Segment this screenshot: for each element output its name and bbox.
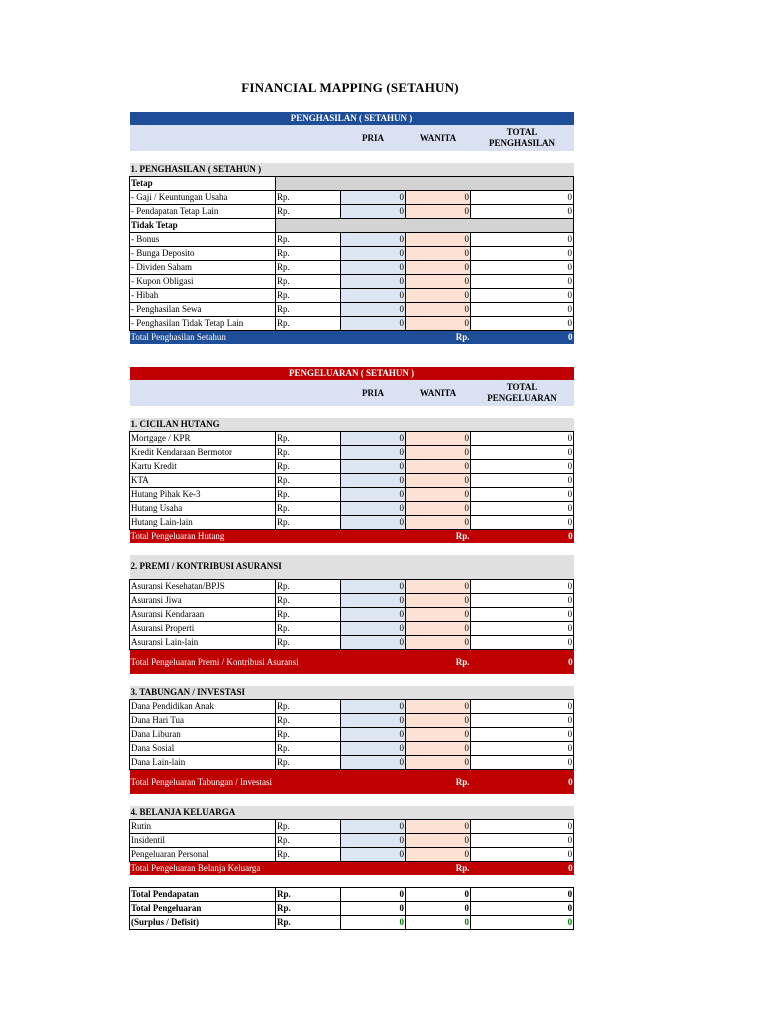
wanita-input[interactable]: 0 bbox=[406, 446, 471, 460]
pria-input[interactable]: 0 bbox=[341, 635, 406, 649]
table-row bbox=[130, 317, 574, 331]
currency-label: Rp. bbox=[276, 446, 341, 460]
currency-label: Rp. bbox=[276, 460, 341, 474]
currency-label: Rp. bbox=[276, 502, 341, 516]
row-label: - Penghasilan Tidak Tetap Lain bbox=[130, 317, 276, 331]
currency-label: Rp. bbox=[276, 819, 341, 833]
group-fill bbox=[276, 219, 574, 233]
spacer bbox=[130, 406, 574, 418]
group-fixed bbox=[130, 177, 574, 191]
group-variable bbox=[130, 219, 574, 233]
total-currency: Rp. bbox=[406, 649, 471, 674]
summary-label: (Surplus / Defisit) bbox=[130, 915, 276, 929]
row-label: Kredit Kendaraan Bermotor bbox=[130, 446, 276, 460]
currency-label: Rp. bbox=[276, 635, 341, 649]
wanita-input[interactable]: 0 bbox=[406, 699, 471, 713]
row-total: 0 bbox=[471, 289, 574, 303]
pria-input[interactable]: 0 bbox=[341, 446, 406, 460]
row-label: KTA bbox=[130, 474, 276, 488]
pria-input[interactable]: 0 bbox=[341, 261, 406, 275]
summary-row bbox=[130, 915, 574, 929]
summary-row bbox=[130, 901, 574, 915]
summary-wanita: 0 bbox=[406, 901, 471, 915]
table-row bbox=[130, 191, 574, 205]
row-label: Asuransi Jiwa bbox=[130, 593, 276, 607]
row-total: 0 bbox=[471, 741, 574, 755]
col-wanita: WANITA bbox=[419, 387, 457, 398]
row-total: 0 bbox=[471, 303, 574, 317]
wanita-input[interactable]: 0 bbox=[406, 516, 471, 530]
wanita-input[interactable]: 0 bbox=[406, 275, 471, 289]
section-title: 1. CICILAN HUTANG bbox=[130, 419, 220, 429]
row-label: Insidentil bbox=[130, 833, 276, 847]
row-total: 0 bbox=[471, 460, 574, 474]
summary-pria: 0 bbox=[341, 887, 406, 901]
pria-input[interactable]: 0 bbox=[341, 303, 406, 317]
wanita-input[interactable]: 0 bbox=[406, 205, 471, 219]
row-label: Hutang Lain-lain bbox=[130, 516, 276, 530]
row-total: 0 bbox=[471, 699, 574, 713]
currency-label: Rp. bbox=[276, 233, 341, 247]
section-title: 2. PREMI / KONTRIBUSI ASURANSI bbox=[130, 561, 282, 572]
income-section-title: 1. PENGHASILAN ( SETAHUN ) bbox=[130, 164, 262, 174]
pria-input[interactable]: 0 bbox=[341, 289, 406, 303]
total-blank bbox=[341, 769, 406, 794]
currency-label: Rp. bbox=[276, 261, 341, 275]
wanita-input[interactable]: 0 bbox=[406, 502, 471, 516]
currency-label: Rp. bbox=[276, 247, 341, 261]
wanita-input[interactable]: 0 bbox=[406, 635, 471, 649]
section-header bbox=[130, 686, 574, 700]
row-label: Dana Pendidikan Anak bbox=[130, 699, 276, 713]
currency-label: Rp. bbox=[276, 833, 341, 847]
row-label: Pengeluaran Personal bbox=[130, 847, 276, 861]
summary-wanita: 0 bbox=[406, 915, 471, 929]
total-label: Total Pengeluaran Premi / Kontribusi Asuransi bbox=[130, 649, 341, 674]
currency-label: Rp. bbox=[276, 579, 341, 593]
currency-label: Rp. bbox=[276, 593, 341, 607]
currency-label: Rp. bbox=[276, 303, 341, 317]
section-title: 4. BELANJA KELUARGA bbox=[130, 806, 236, 817]
row-total: 0 bbox=[471, 191, 574, 205]
pria-input[interactable]: 0 bbox=[341, 317, 406, 331]
currency-label: Rp. bbox=[276, 607, 341, 621]
pria-input[interactable]: 0 bbox=[341, 247, 406, 261]
row-label: Asuransi Kendaraan bbox=[130, 607, 276, 621]
row-label: Rutin bbox=[130, 819, 276, 833]
table-row bbox=[130, 205, 574, 219]
row-total: 0 bbox=[471, 607, 574, 621]
table-row bbox=[130, 275, 574, 289]
summary-total: 0 bbox=[471, 915, 574, 929]
row-total: 0 bbox=[471, 261, 574, 275]
total-value: 0 bbox=[471, 331, 574, 345]
section-header bbox=[130, 418, 574, 432]
table-row bbox=[130, 621, 574, 635]
currency-label: Rp. bbox=[276, 205, 341, 219]
total-label: Total Pengeluaran Hutang bbox=[130, 530, 341, 544]
row-label: - Hibah bbox=[130, 289, 276, 303]
wanita-input[interactable]: 0 bbox=[406, 233, 471, 247]
row-total: 0 bbox=[471, 275, 574, 289]
currency-label: Rp. bbox=[276, 621, 341, 635]
total-label: Total Penghasilan Setahun bbox=[130, 331, 341, 345]
row-total: 0 bbox=[471, 247, 574, 261]
group-fill bbox=[276, 177, 574, 191]
col-total: TOTAL PENGELUARAN bbox=[487, 382, 557, 403]
group-label: Tetap bbox=[130, 177, 276, 191]
total-value: 0 bbox=[471, 769, 574, 794]
table-row bbox=[130, 446, 574, 460]
pria-input[interactable]: 0 bbox=[341, 755, 406, 769]
pria-input[interactable]: 0 bbox=[341, 819, 406, 833]
section-header bbox=[130, 806, 574, 820]
wanita-input[interactable]: 0 bbox=[406, 460, 471, 474]
income-column-headers bbox=[130, 125, 574, 151]
summary-row bbox=[130, 887, 574, 901]
total-currency: Rp. bbox=[406, 861, 471, 875]
row-total: 0 bbox=[471, 819, 574, 833]
wanita-input[interactable]: 0 bbox=[406, 432, 471, 446]
total-row bbox=[130, 861, 574, 875]
wanita-input[interactable]: 0 bbox=[406, 289, 471, 303]
summary-pria: 0 bbox=[341, 915, 406, 929]
row-total: 0 bbox=[471, 579, 574, 593]
total-blank bbox=[341, 530, 406, 544]
row-total: 0 bbox=[471, 635, 574, 649]
income-sheet bbox=[129, 112, 573, 344]
spacer bbox=[130, 543, 574, 555]
wanita-input[interactable]: 0 bbox=[406, 488, 471, 502]
pria-input[interactable]: 0 bbox=[341, 474, 406, 488]
pria-input[interactable]: 0 bbox=[341, 205, 406, 219]
currency-label: Rp. bbox=[276, 191, 341, 205]
currency-label: Rp. bbox=[276, 755, 341, 769]
currency-label: Rp. bbox=[276, 727, 341, 741]
total-blank bbox=[341, 331, 406, 345]
income-header: PENGHASILAN ( SETAHUN ) bbox=[130, 112, 574, 125]
pria-input[interactable]: 0 bbox=[341, 432, 406, 446]
row-label: - Bunga Deposito bbox=[130, 247, 276, 261]
wanita-input[interactable]: 0 bbox=[406, 621, 471, 635]
col-pria: PRIA bbox=[362, 132, 384, 143]
row-label: Kartu Kredit bbox=[130, 460, 276, 474]
row-label: Dana Sosial bbox=[130, 741, 276, 755]
spacer bbox=[130, 794, 574, 806]
table-row bbox=[130, 289, 574, 303]
col-pria: PRIA bbox=[362, 387, 384, 398]
col-total: TOTAL PENGHASILAN bbox=[489, 127, 556, 148]
row-label: Asuransi Properti bbox=[130, 621, 276, 635]
income-table bbox=[129, 112, 574, 344]
table-row bbox=[130, 261, 574, 275]
row-label: Dana Hari Tua bbox=[130, 713, 276, 727]
group-label: Tidak Tetap bbox=[130, 219, 276, 233]
row-total: 0 bbox=[471, 516, 574, 530]
expense-sheet bbox=[129, 367, 573, 930]
row-total: 0 bbox=[471, 317, 574, 331]
table-row bbox=[130, 488, 574, 502]
pria-input[interactable]: 0 bbox=[341, 516, 406, 530]
table-row bbox=[130, 819, 574, 833]
table-row bbox=[130, 303, 574, 317]
table-row bbox=[130, 593, 574, 607]
wanita-input[interactable]: 0 bbox=[406, 317, 471, 331]
wanita-input[interactable]: 0 bbox=[406, 579, 471, 593]
currency-label: Rp. bbox=[276, 699, 341, 713]
row-label: Dana Liburan bbox=[130, 727, 276, 741]
wanita-input[interactable]: 0 bbox=[406, 247, 471, 261]
pria-input[interactable]: 0 bbox=[341, 847, 406, 861]
summary-label: Total Pengeluaran bbox=[130, 901, 276, 915]
row-total: 0 bbox=[471, 446, 574, 460]
currency-label: Rp. bbox=[276, 488, 341, 502]
pria-input[interactable]: 0 bbox=[341, 275, 406, 289]
currency-label: Rp. bbox=[276, 741, 341, 755]
currency-label: Rp. bbox=[276, 847, 341, 861]
pria-input[interactable]: 0 bbox=[341, 833, 406, 847]
wanita-input[interactable]: 0 bbox=[406, 741, 471, 755]
table-row bbox=[130, 713, 574, 727]
row-label: Hutang Pihak Ke-3 bbox=[130, 488, 276, 502]
currency-label: Rp. bbox=[276, 275, 341, 289]
summary-wanita: 0 bbox=[406, 887, 471, 901]
row-label: Asuransi Kesehatan/BPJS bbox=[130, 579, 276, 593]
row-label: - Bonus bbox=[130, 233, 276, 247]
table-row bbox=[130, 579, 574, 593]
table-row bbox=[130, 474, 574, 488]
table-row bbox=[130, 699, 574, 713]
pria-input[interactable]: 0 bbox=[341, 502, 406, 516]
table-row bbox=[130, 460, 574, 474]
row-total: 0 bbox=[471, 833, 574, 847]
wanita-input[interactable]: 0 bbox=[406, 727, 471, 741]
expense-table bbox=[129, 367, 574, 930]
total-currency: Rp. bbox=[406, 530, 471, 544]
wanita-input[interactable]: 0 bbox=[406, 191, 471, 205]
total-value: 0 bbox=[471, 861, 574, 875]
table-row bbox=[130, 741, 574, 755]
row-total: 0 bbox=[471, 755, 574, 769]
pria-input[interactable]: 0 bbox=[341, 713, 406, 727]
table-row bbox=[130, 502, 574, 516]
wanita-input[interactable]: 0 bbox=[406, 303, 471, 317]
pria-input[interactable]: 0 bbox=[341, 593, 406, 607]
pria-input[interactable]: 0 bbox=[341, 460, 406, 474]
table-row bbox=[130, 233, 574, 247]
col-wanita: WANITA bbox=[419, 132, 457, 143]
total-currency: Rp. bbox=[406, 331, 471, 345]
summary-total: 0 bbox=[471, 901, 574, 915]
table-row bbox=[130, 607, 574, 621]
wanita-input[interactable]: 0 bbox=[406, 607, 471, 621]
summary-pria: 0 bbox=[341, 901, 406, 915]
row-label: Hutang Usaha bbox=[130, 502, 276, 516]
total-blank bbox=[341, 861, 406, 875]
table-row bbox=[130, 727, 574, 741]
row-label: Mortgage / KPR bbox=[130, 432, 276, 446]
total-row bbox=[130, 769, 574, 794]
row-label: - Penghasilan Sewa bbox=[130, 303, 276, 317]
table-row bbox=[130, 247, 574, 261]
table-row bbox=[130, 635, 574, 649]
row-total: 0 bbox=[471, 847, 574, 861]
row-total: 0 bbox=[471, 488, 574, 502]
total-row bbox=[130, 649, 574, 674]
total-label: Total Pengeluaran Tabungan / Investasi bbox=[130, 769, 341, 794]
total-label: Total Pengeluaran Belanja Keluarga bbox=[130, 861, 341, 875]
total-row bbox=[130, 331, 574, 345]
currency-label: Rp. bbox=[276, 713, 341, 727]
row-label: Dana Lain-lain bbox=[130, 755, 276, 769]
total-value: 0 bbox=[471, 530, 574, 544]
row-label: Asuransi Lain-lain bbox=[130, 635, 276, 649]
pria-input[interactable]: 0 bbox=[341, 727, 406, 741]
summary-total: 0 bbox=[471, 887, 574, 901]
row-total: 0 bbox=[471, 432, 574, 446]
row-label: - Gaji / Keuntungan Usaha bbox=[130, 191, 276, 205]
total-blank bbox=[341, 649, 406, 674]
total-value: 0 bbox=[471, 649, 574, 674]
summary-label: Total Pendapatan bbox=[130, 887, 276, 901]
currency-label: Rp. bbox=[276, 474, 341, 488]
table-row bbox=[130, 432, 574, 446]
row-total: 0 bbox=[471, 727, 574, 741]
total-row bbox=[130, 530, 574, 544]
currency-label: Rp. bbox=[276, 317, 341, 331]
page-title: FINANCIAL MAPPING (SETAHUN) bbox=[241, 80, 459, 95]
currency-label: Rp. bbox=[276, 887, 341, 901]
wanita-input[interactable]: 0 bbox=[406, 755, 471, 769]
wanita-input[interactable]: 0 bbox=[406, 261, 471, 275]
pria-input[interactable]: 0 bbox=[341, 621, 406, 635]
table-row bbox=[130, 833, 574, 847]
table-row bbox=[130, 847, 574, 861]
currency-label: Rp. bbox=[276, 289, 341, 303]
row-total: 0 bbox=[471, 233, 574, 247]
row-total: 0 bbox=[471, 205, 574, 219]
section-header bbox=[130, 555, 574, 579]
wanita-input[interactable]: 0 bbox=[406, 833, 471, 847]
wanita-input[interactable]: 0 bbox=[406, 847, 471, 861]
row-label: - Pendapatan Tetap Lain bbox=[130, 205, 276, 219]
pria-input[interactable]: 0 bbox=[341, 741, 406, 755]
currency-label: Rp. bbox=[276, 516, 341, 530]
row-total: 0 bbox=[471, 621, 574, 635]
row-label: - Kupon Obligasi bbox=[130, 275, 276, 289]
row-total: 0 bbox=[471, 713, 574, 727]
expense-header: PENGELUARAN ( SETAHUN ) bbox=[130, 367, 574, 380]
row-total: 0 bbox=[471, 474, 574, 488]
table-row bbox=[130, 755, 574, 769]
pria-input[interactable]: 0 bbox=[341, 191, 406, 205]
pria-input[interactable]: 0 bbox=[341, 699, 406, 713]
expense-column-headers bbox=[130, 380, 574, 406]
table-row bbox=[130, 516, 574, 530]
wanita-input[interactable]: 0 bbox=[406, 593, 471, 607]
currency-label: Rp. bbox=[276, 901, 341, 915]
wanita-input[interactable]: 0 bbox=[406, 713, 471, 727]
currency-label: Rp. bbox=[276, 915, 341, 929]
pria-input[interactable]: 0 bbox=[341, 579, 406, 593]
total-currency: Rp. bbox=[406, 769, 471, 794]
section-title: 3. TABUNGAN / INVESTASI bbox=[130, 686, 246, 697]
row-total: 0 bbox=[471, 502, 574, 516]
pria-input[interactable]: 0 bbox=[341, 233, 406, 247]
wanita-input[interactable]: 0 bbox=[406, 474, 471, 488]
row-total: 0 bbox=[471, 593, 574, 607]
wanita-input[interactable]: 0 bbox=[406, 819, 471, 833]
pria-input[interactable]: 0 bbox=[341, 607, 406, 621]
pria-input[interactable]: 0 bbox=[341, 488, 406, 502]
currency-label: Rp. bbox=[276, 432, 341, 446]
spacer bbox=[130, 674, 574, 686]
row-label: - Dividen Saham bbox=[130, 261, 276, 275]
